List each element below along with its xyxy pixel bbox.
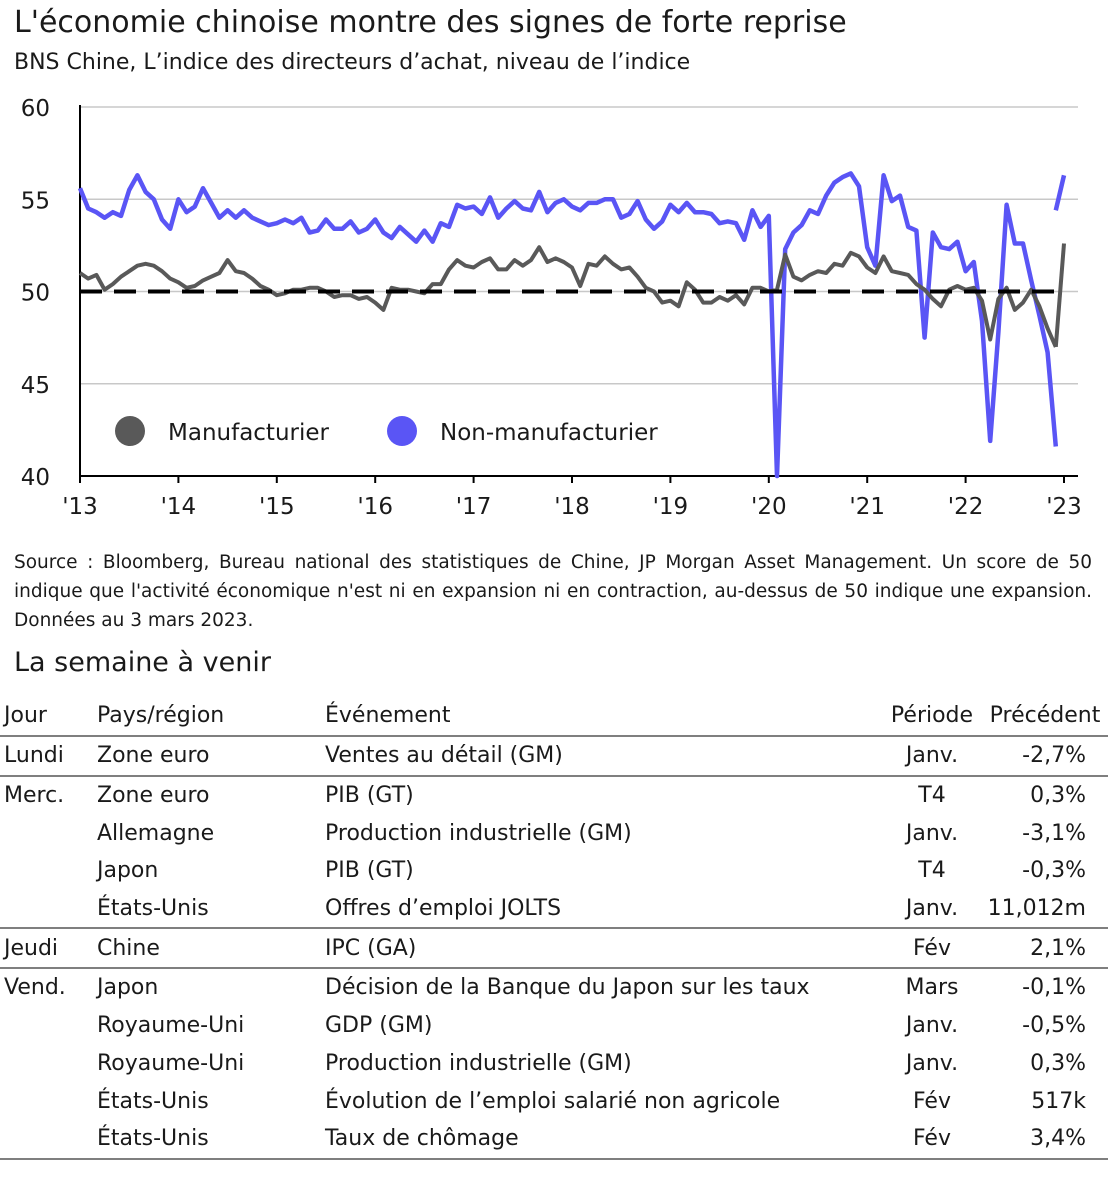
row-previous: -3,1% — [1022, 820, 1086, 846]
row-day: Jeudi — [0, 928, 93, 968]
row-period: Fév — [912, 1088, 951, 1114]
row-previous: 0,3% — [1030, 1050, 1086, 1076]
x-tick-label: '14 — [160, 494, 197, 520]
row-event: Offres d’emploi JOLTS — [325, 896, 562, 922]
calendar-row — [0, 1045, 1108, 1083]
calendar-row — [0, 928, 1108, 968]
row-period: Janv. — [905, 896, 959, 922]
row-country: Japon — [97, 858, 159, 884]
row-previous: -0,3% — [1022, 858, 1086, 884]
y-tick-label: 60 — [20, 96, 50, 122]
row-event: Décision de la Banque du Japon sur les taux — [321, 968, 882, 1007]
line-manufacturier — [80, 247, 1056, 347]
header-period: Période — [882, 695, 982, 736]
row-day — [0, 890, 93, 929]
row-previous: 517k — [1031, 1088, 1086, 1114]
calendar-row — [0, 736, 1108, 776]
calendar-row — [0, 890, 1108, 929]
row-event: Production industrielle (GM) — [325, 820, 632, 846]
header-previous: Précédent — [982, 695, 1108, 736]
row-day — [0, 814, 93, 852]
row-previous: 11,012m — [987, 896, 1086, 922]
header-country: Pays/région — [93, 695, 321, 736]
row-day — [0, 1007, 93, 1045]
row-country: Allemagne — [97, 820, 215, 846]
row-day: Vend. — [0, 968, 93, 1007]
line-manufacturier-tail — [1056, 244, 1064, 347]
calendar-row — [0, 1082, 1108, 1120]
calendar-row — [0, 968, 1108, 1007]
row-day — [0, 852, 93, 890]
row-period: Janv. — [905, 1050, 959, 1076]
chart-title: L'économie chinoise montre des signes de forte reprise — [14, 5, 847, 40]
calendar-header-row — [0, 695, 1108, 736]
row-event: IPC (GA) — [321, 928, 882, 968]
header-day: Jour — [0, 695, 93, 736]
row-previous: -0,1% — [982, 968, 1108, 1007]
legend-marker-non-manufacturier — [387, 416, 417, 446]
chart-subtitle: BNS Chine, L’indice des directeurs d’achat, niveau de l’indice — [14, 50, 691, 75]
calendar-row — [0, 852, 1108, 890]
economic-calendar-table — [0, 695, 1108, 1160]
row-period: Mars — [882, 968, 982, 1007]
x-tick-label: '13 — [62, 494, 98, 520]
x-tick-label: '23 — [1046, 494, 1082, 520]
row-event: GDP (GM) — [325, 1013, 433, 1039]
x-tick-label: '16 — [357, 494, 393, 520]
calendar-row — [0, 1007, 1108, 1045]
row-country: Zone euro — [93, 776, 321, 815]
row-event: Production industrielle (GM) — [325, 1050, 632, 1076]
row-previous: -0,5% — [1022, 1013, 1086, 1039]
row-previous: 2,1% — [982, 928, 1108, 968]
row-country: Chine — [93, 928, 321, 968]
row-day: Merc. — [0, 776, 93, 815]
row-event: Taux de chômage — [321, 1120, 882, 1159]
calendar-row — [0, 1120, 1108, 1159]
row-day — [0, 1082, 93, 1120]
row-country: États-Unis — [97, 1088, 209, 1114]
row-previous: 0,3% — [982, 776, 1108, 815]
pmi-line-chart — [0, 88, 1117, 543]
calendar-row — [0, 814, 1108, 852]
row-period: Fév — [882, 928, 982, 968]
x-tick-label: '22 — [947, 494, 984, 520]
chart-legend — [115, 416, 658, 446]
row-country: États-Unis — [93, 1120, 321, 1159]
x-tick-label: '21 — [849, 494, 885, 520]
legend-label-non-manufacturier: Non-manufacturier — [440, 420, 658, 446]
legend-marker-manufacturier — [115, 416, 145, 446]
row-country: Zone euro — [97, 743, 210, 769]
row-day: Lundi — [4, 743, 64, 769]
row-event: Ventes au détail (GM) — [325, 743, 563, 769]
row-previous: -2,7% — [1022, 743, 1086, 769]
row-day — [0, 1045, 93, 1083]
row-event: Évolution de l’emploi salarié non agricole — [325, 1088, 781, 1114]
header-event: Événement — [321, 695, 882, 736]
calendar-body — [0, 736, 1108, 1159]
row-period: Janv. — [905, 820, 959, 846]
source-note: Source : Bloomberg, Bureau national des statistiques de Chine, JP Morgan Asset Management. Un score de 50 indique que l'activité économique n'est ni en expansion ni en contraction, au-dessus de 50 indique une expansion. Données au 3 mars 2023. — [14, 552, 1092, 631]
row-period: Janv. — [905, 743, 959, 769]
x-tick-label: '17 — [455, 494, 492, 520]
calendar-title: La semaine à venir — [14, 647, 271, 678]
row-period: T4 — [882, 776, 982, 815]
y-tick-label: 45 — [20, 372, 50, 399]
row-country: Japon — [93, 968, 321, 1007]
row-period: Fév — [882, 1120, 982, 1159]
row-event: PIB (GT) — [325, 858, 414, 884]
row-period: Janv. — [905, 1013, 959, 1039]
x-tick-label: '20 — [751, 494, 787, 520]
row-day — [0, 1120, 93, 1159]
row-previous: 3,4% — [982, 1120, 1108, 1159]
row-country: Royaume-Uni — [97, 1050, 245, 1076]
x-tick-label: '18 — [554, 494, 590, 520]
row-event: PIB (GT) — [321, 776, 882, 815]
y-tick-label: 55 — [20, 188, 50, 215]
x-tick-label: '15 — [259, 494, 295, 520]
line-non-manufacturier-tail — [1056, 175, 1064, 210]
row-period: T4 — [918, 858, 946, 884]
x-tick-label: '19 — [652, 494, 689, 520]
y-tick-label: 50 — [20, 280, 50, 307]
row-country: États-Unis — [97, 896, 209, 922]
legend-label-manufacturier: Manufacturier — [168, 420, 329, 446]
y-tick-label: 40 — [20, 465, 50, 491]
row-country: Royaume-Uni — [97, 1013, 245, 1039]
calendar-row — [0, 776, 1108, 815]
